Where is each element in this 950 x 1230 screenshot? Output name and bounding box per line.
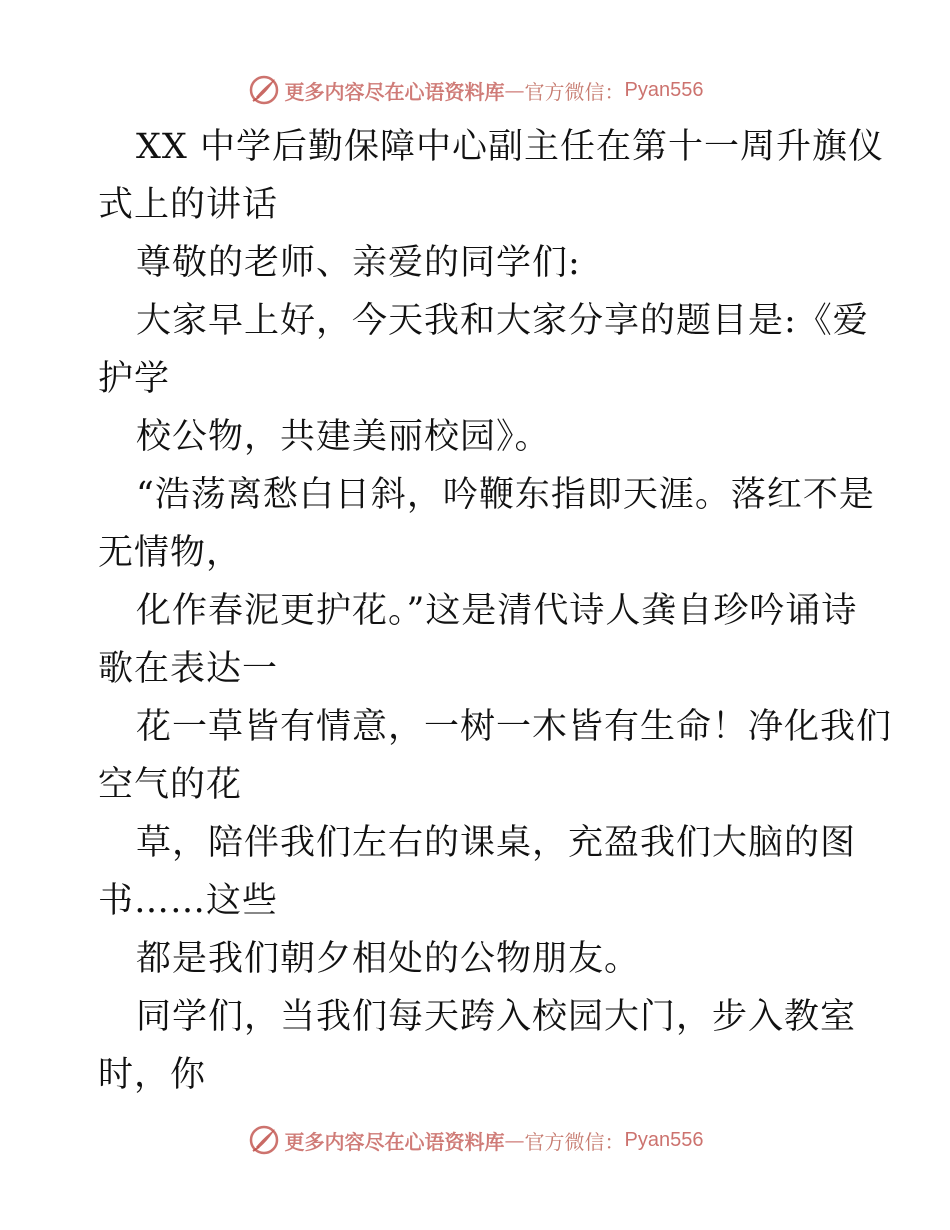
watermark-wechat-id: Pyan556: [624, 78, 704, 101]
body-line: 尊敬的老师、亲爱的同学们:: [136, 243, 581, 283]
body-line: 化作春泥更护花。”这是清代诗人龚自珍吟诵诗: [136, 591, 858, 631]
watermark-text: 更多内容尽在心语资料库: [284, 79, 505, 104]
watermark-wechat-label: 官方微信：: [524, 79, 625, 104]
body-line: 歌在表达一: [98, 649, 279, 689]
watermark-wechat-id: Pyan556: [624, 1128, 704, 1151]
body-line: 空气的花: [98, 765, 243, 805]
body-line: 都是我们朝夕相处的公物朋友。: [136, 939, 641, 979]
footer-watermark: [0, 1118, 950, 1162]
title-line-2: 式上的讲话: [98, 185, 279, 225]
body-line: 书……这些: [98, 881, 279, 921]
body-line: 同学们，当我们每天跨入校园大门，步入教室: [136, 997, 857, 1037]
body-line: 花一草皆有情意，一树一木皆有生命！净化我们: [136, 707, 893, 747]
body-line: 护学: [98, 359, 171, 399]
body-line: 时，你: [98, 1055, 207, 1095]
watermark-dash: —: [504, 78, 525, 102]
body-line: 无情物，: [98, 533, 243, 573]
watermark-dash: —: [504, 1128, 525, 1152]
header-watermark: [0, 68, 950, 112]
quill-pen-logo-icon: [247, 73, 281, 107]
body-line: 大家早上好，今天我和大家分享的题目是:《爱: [136, 301, 869, 341]
watermark-wechat-label: 官方微信：: [524, 1129, 625, 1154]
body-line: “浩荡离愁白日斜，吟鞭东指即天涯。落红不是: [136, 475, 875, 515]
body-line: 校公物，共建美丽校园》。: [136, 417, 551, 457]
title-line-1: XX 中学后勤保障中心副主任在第十一周升旗仪: [136, 127, 884, 167]
watermark-text: 更多内容尽在心语资料库: [284, 1129, 505, 1154]
quill-pen-logo-icon: [247, 1123, 281, 1157]
body-line: 草，陪伴我们左右的课桌，充盈我们大脑的图: [136, 823, 857, 863]
document-body: [98, 118, 893, 1104]
